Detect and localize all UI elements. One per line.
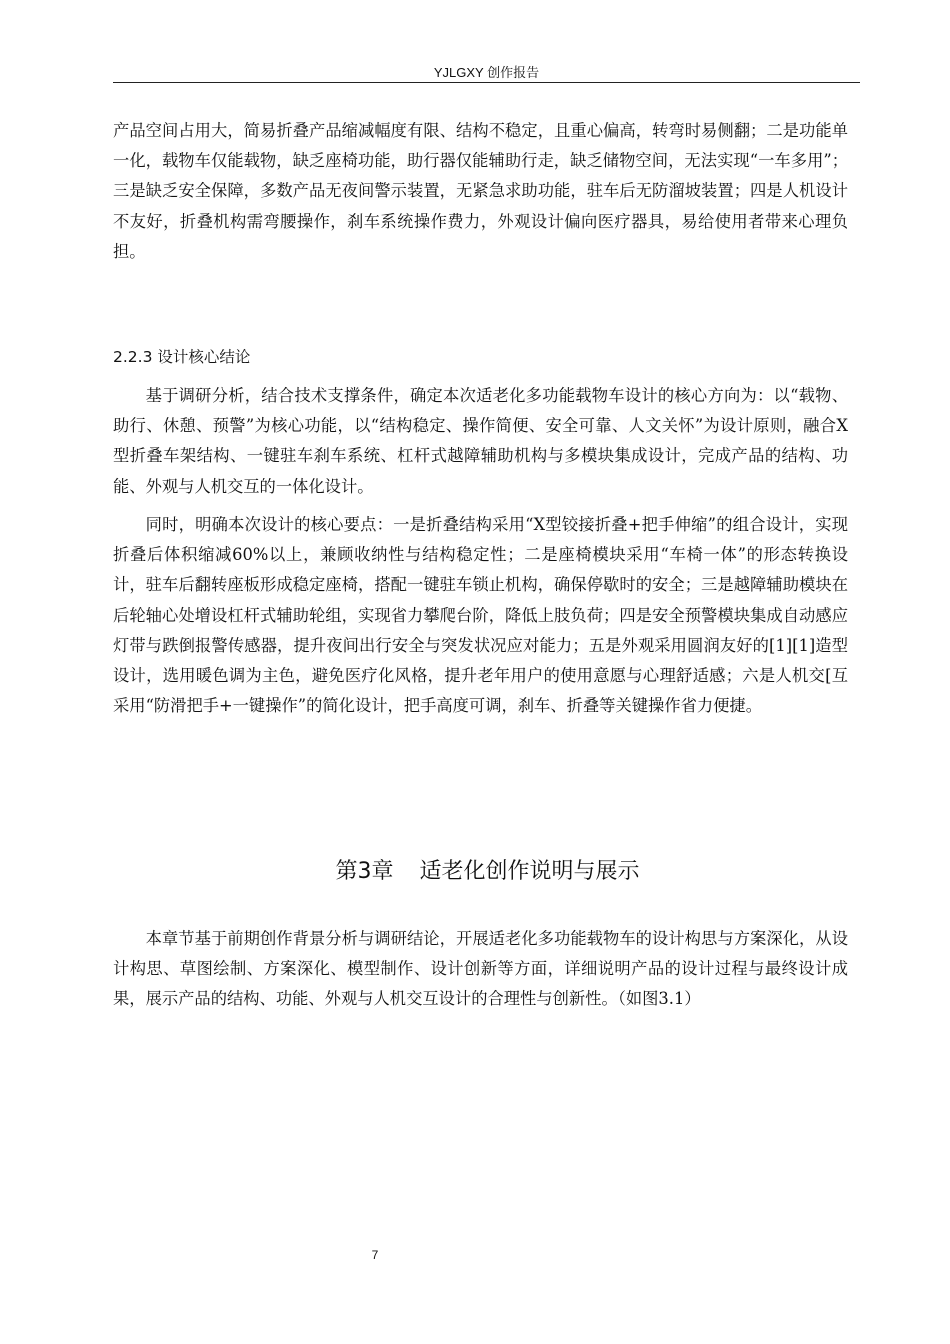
paragraph-core-direction: 基于调研分析，结合技术支撑条件，确定本次适老化多功能载物车设计的核心方向为：以“载物、助行、休憩、预警”为核心功能，以“结构稳定、操作简便、安全可靠、人文关怀”为设计原则，融合X型折叠车架结构、一键驻车刹车系统、杠杆式越障辅助机构与多模块集成设计，完成产品的结构、功能、外观与人机交互的一体化设计。 xyxy=(113,386,848,496)
paragraph-design-points: 同时，明确本次设计的核心要点：一是折叠结构采用“X型铰接折叠+把手伸缩”的组合设计，实现折叠后体积缩减60%以上，兼顾收纳性与结构稳定性；二是座椅模块采用“车椅一体”的形态转换设计，驻车后翻转座板形成稳定座椅，搭配一键驻车锁止机构，确保停歇时的安全；三是越障辅助模块在后轮轴心处增设杠杆式辅助轮组，实现省力攀爬台阶，降低上肢负荷；四是安全预警模块集成自动感应灯带与跌倒报警传感器，提升夜间出行安全与突发状况应对能力；五是外观采用圆润友好的[1][1]造型设计，选用暖色调为主色，避免医疗化风格，提升老年用户的使用意愿与心理舒适感；六是人机交[互采用“防滑把手+一键操作”的简化设计，把手高度可调，刹车、折叠等关键操作省力便捷。 xyxy=(113,515,848,716)
section-number: 2.2.3 xyxy=(113,348,153,366)
section-title: 设计核心结论 xyxy=(157,348,251,366)
section-heading xyxy=(113,343,250,371)
running-header: YJLGXY 创作报告 xyxy=(433,65,540,80)
header-divider xyxy=(113,82,860,83)
paragraph-continuation: 产品空间占用大，简易折叠产品缩减幅度有限、结构不稳定，且重心偏高，转弯时易侧翻；二是功能单一化，载物车仅能载物，缺乏座椅功能，助行器仅能辅助行走，缺乏储物空间，无法实现“一车多用”；三是缺乏安全保障，多数产品无夜间警示装置，无紧急求助功能，驻车后无防溜坡装置；四是人机设计不友好，折叠机构需弯腰操作，刹车系统操作费力，外观设计偏向医疗器具，易给使用者带来心理负担。 xyxy=(113,121,848,261)
chapter-number: 第3章 xyxy=(335,859,394,884)
chapter-heading xyxy=(0,855,950,889)
page-number: 7 xyxy=(371,1248,379,1262)
paragraph-chapter-intro: 本章节基于前期创作背景分析与调研结论，开展适老化多功能载物车的设计构思与方案深化，从设计构思、草图绘制、方案深化、模型制作、设计创新等方面，详细说明产品的设计过程与最终设计成果，展示产品的结构、功能、外观与人机交互设计的合理性与创新性。（如图3.1） xyxy=(113,929,848,1009)
chapter-title: 适老化创作说明与展示 xyxy=(419,859,640,884)
